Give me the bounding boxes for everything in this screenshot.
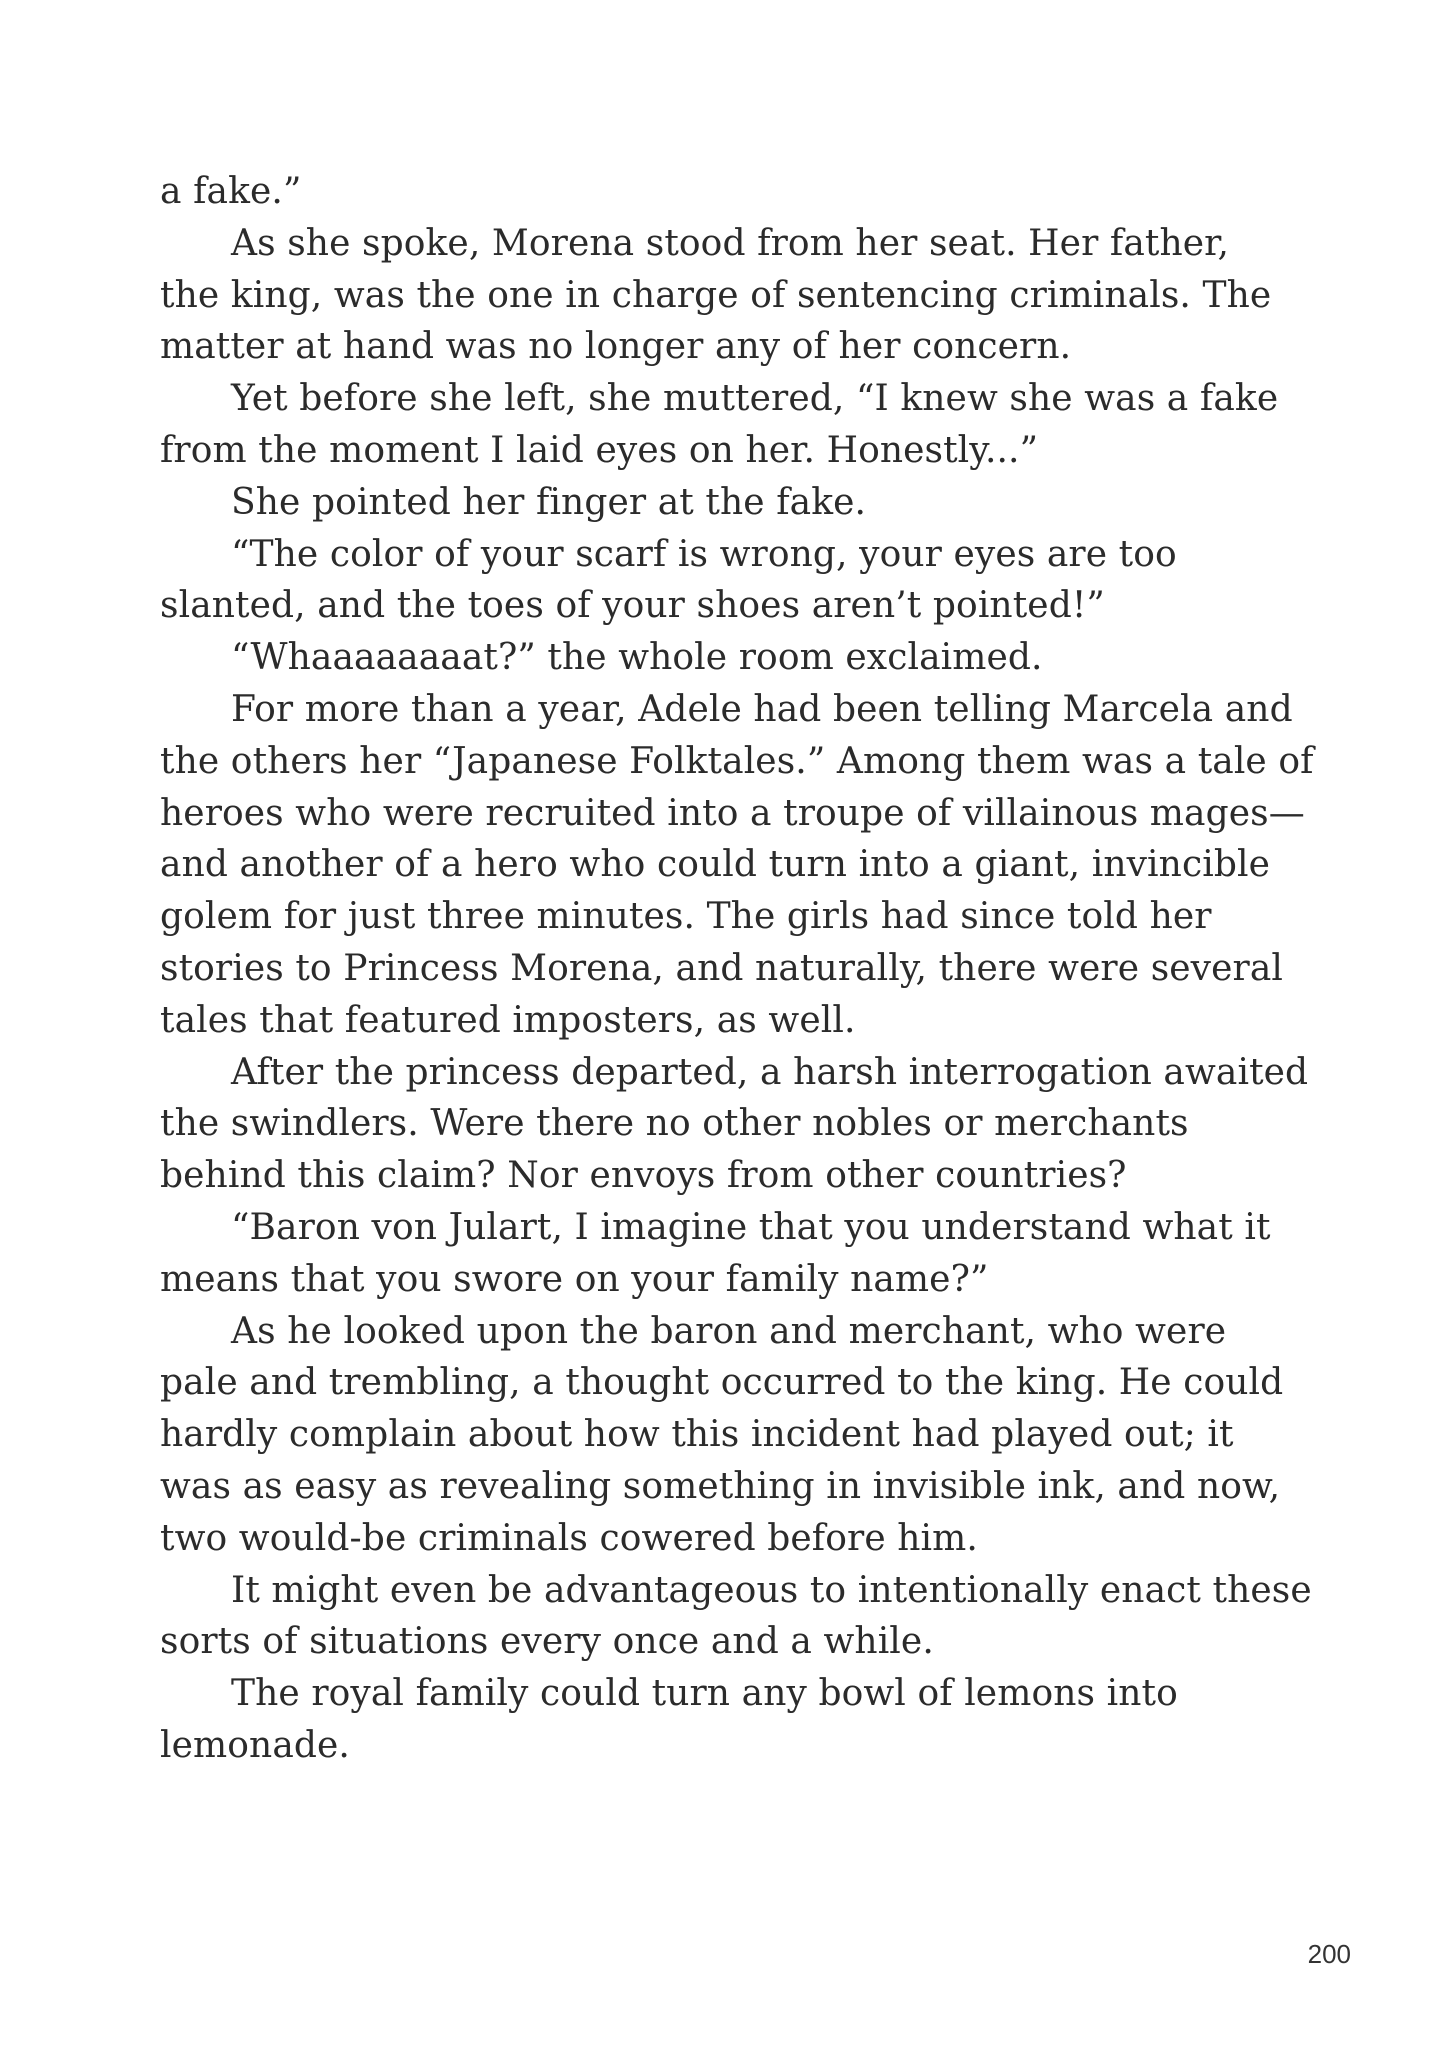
text-line: a fake.”	[160, 171, 302, 212]
text-line: stories to Princess Morena, and naturally, there were several	[160, 947, 1283, 989]
text-line: means that you swore on your family name?”	[160, 1258, 989, 1300]
text-line: matter at hand was no longer any of her concern.	[160, 326, 1072, 368]
text-line: golem for just three minutes. The girls had since told her	[160, 896, 1212, 938]
text-line: and another of a hero who could turn into a giant, invincible	[160, 844, 1270, 886]
text-line: two would-be criminals cowered before him.	[160, 1517, 978, 1559]
text-line: Yet before she left, she muttered, “I knew she was a fake	[231, 378, 1279, 420]
text-line: “Whaaaaaaaat?” the whole room exclaimed.	[231, 637, 1043, 679]
text-line: hardly complain about how this incident had played out; it	[160, 1414, 1234, 1456]
text-line: behind this claim? Nor envoys from other countries?	[160, 1155, 1127, 1197]
body-text	[160, 166, 1314, 1772]
text-line: pale and trembling, a thought occurred to the king. He could	[160, 1362, 1284, 1404]
text-line: “The color of your scarf is wrong, your eyes are too	[231, 533, 1177, 575]
text-line: the king, was the one in charge of sentencing criminals. The	[160, 274, 1272, 316]
page-number: 200	[1307, 1939, 1351, 1969]
text-line: from the moment I laid eyes on her. Honestly...”	[160, 429, 1039, 471]
text-line: She pointed her finger at the fake.	[231, 481, 867, 523]
text-line: For more than a year, Adele had been telling Marcela and	[231, 688, 1293, 730]
text-line: the others her “Japanese Folktales.” Among them was a tale of	[160, 740, 1314, 782]
text-line: After the princess departed, a harsh interrogation awaited	[231, 1051, 1309, 1093]
text-line: As she spoke, Morena stood from her seat. Her father,	[231, 222, 1230, 264]
text-line: It might even be advantageous to intentionally enact these	[231, 1569, 1312, 1611]
text-line: the swindlers. Were there no other nobles or merchants	[160, 1103, 1189, 1145]
text-line: tales that featured imposters, as well.	[160, 999, 856, 1041]
text-line: slanted, and the toes of your shoes aren’t pointed!”	[160, 585, 1105, 627]
text-line: lemonade.	[160, 1724, 350, 1766]
text-line: was as easy as revealing something in invisible ink, and now,	[160, 1465, 1281, 1507]
text-line: As he looked upon the baron and merchant, who were	[231, 1310, 1227, 1352]
text-line: “Baron von Julart, I imagine that you understand what it	[231, 1206, 1271, 1248]
text-line: heroes who were recruited into a troupe of villainous mages—	[160, 792, 1305, 834]
text-line: The royal family could turn any bowl of lemons into	[231, 1673, 1178, 1715]
text-line: sorts of situations every once and a while.	[160, 1621, 934, 1663]
